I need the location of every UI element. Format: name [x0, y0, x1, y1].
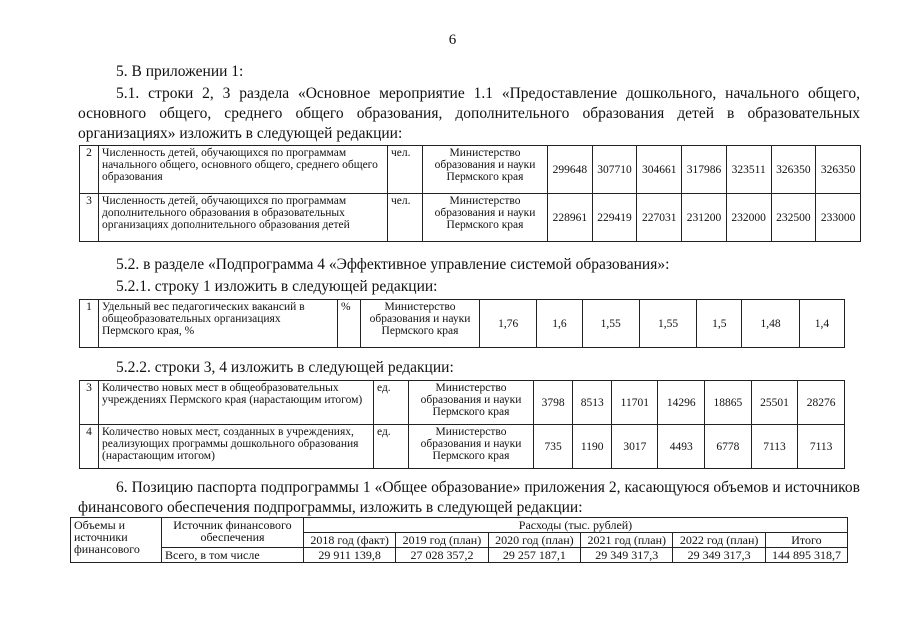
value-cell: 28276 [798, 381, 845, 425]
value-cell: 3798 [534, 381, 573, 425]
value-cell: 326350 [816, 146, 861, 194]
paragraph-5-1: 5.1. строки 2, 3 раздела «Основное мероприятие 1.1 «Предоставление дошкольного, начального общего, основного общего, среднего общего образования, дополнительного образования детей в образовательных организациях» изложить в следующей редакции: [78, 85, 860, 142]
value-cell: 7113 [798, 425, 845, 469]
indicator-name: Численность детей, обучающихся по программам начального общего, основного общего, среднего общего образования [99, 146, 388, 194]
value-cell: 1,5 [697, 300, 742, 348]
row-number: 2 [80, 146, 99, 194]
value-cell: 8513 [573, 381, 612, 425]
value-cell: 1,4 [799, 300, 844, 348]
table-row [80, 300, 845, 348]
responsible-org: Министерство образования и науки Пермского края [409, 381, 534, 425]
value-cell: 1,55 [582, 300, 639, 348]
value-cell: 1,55 [639, 300, 696, 348]
value-cell: 229419 [592, 194, 637, 242]
value-cell: 14296 [658, 381, 705, 425]
year-header: Итого [765, 533, 847, 548]
paragraph-5-2-1: 5.2.1. строку 1 изложить в следующей редакции: [116, 278, 438, 295]
value-cell: 29 911 139,8 [304, 548, 396, 563]
value-cell: 25501 [751, 381, 798, 425]
value-cell: 231200 [682, 194, 727, 242]
table-indicators-2 [79, 299, 845, 348]
row-number: 3 [80, 381, 99, 425]
value-cell: 299648 [548, 146, 593, 194]
indicator-name: Количество новых мест в общеобразовательных учреждениях Пермского края (нарастающим итогом) [99, 381, 374, 425]
year-header: 2021 год (план) [581, 533, 673, 548]
unit: ед. [374, 425, 409, 469]
paragraph-5-2-2: 5.2.2. строки 3, 4 изложить в следующей редакции: [116, 359, 454, 376]
value-cell: 1,76 [480, 300, 537, 348]
value-cell: 29 349 317,3 [581, 548, 673, 563]
unit: чел. [388, 146, 423, 194]
paragraph-5: 5. В приложении 1: [116, 63, 244, 80]
value-cell: 227031 [637, 194, 682, 242]
indicator-name: Численность детей, обучающихся по программам дополнительного образования в образовательных организациях дополнительного образования детей [99, 194, 388, 242]
table-row [80, 425, 845, 469]
row-number: 1 [80, 300, 99, 348]
value-cell: 228961 [548, 194, 593, 242]
responsible-org: Министерство образования и науки Пермского края [423, 194, 548, 242]
value-cell: 29 257 187,1 [488, 548, 580, 563]
value-cell: 735 [534, 425, 573, 469]
value-cell: 232000 [726, 194, 771, 242]
paragraph-6: 6. Позицию паспорта подпрограммы 1 «Общее образование» приложения 2, касающуюся объемов и источников финансового обеспечения подпрограммы, изложить в следующей редакции: [78, 479, 860, 516]
table-row [80, 381, 845, 425]
year-header: 2022 год (план) [673, 533, 765, 548]
unit: чел. [388, 194, 423, 242]
unit: ед. [374, 381, 409, 425]
page-number: 6 [448, 32, 457, 48]
year-header: 2019 год (план) [396, 533, 488, 548]
responsible-org: Министерство образования и науки Пермского края [361, 300, 480, 348]
value-cell: 18865 [705, 381, 752, 425]
responsible-org: Министерство образования и науки Пермского края [423, 146, 548, 194]
value-cell: 317986 [682, 146, 727, 194]
row-number: 4 [80, 425, 99, 469]
value-cell: 11701 [612, 381, 658, 425]
indicator-name: Количество новых мест, созданных в учреждениях, реализующих программы дошкольного образования (нарастающим итогом) [99, 425, 374, 469]
value-cell: 4493 [658, 425, 705, 469]
value-cell: 7113 [751, 425, 798, 469]
value-cell: 233000 [816, 194, 861, 242]
table-row [71, 548, 848, 563]
value-cell: 326350 [771, 146, 816, 194]
value-cell: 323511 [726, 146, 771, 194]
col-volumes: Объемы и источники финансового [71, 518, 162, 563]
table-row [80, 194, 861, 242]
value-cell: 232500 [771, 194, 816, 242]
value-cell: 27 028 357,2 [396, 548, 488, 563]
year-header: 2020 год (план) [488, 533, 580, 548]
row-number: 3 [80, 194, 99, 242]
value-cell: 144 895 318,7 [765, 548, 847, 563]
row-label: Всего, в том числе [162, 548, 304, 563]
value-cell: 304661 [637, 146, 682, 194]
responsible-org: Министерство образования и науки Пермского края [409, 425, 534, 469]
value-cell: 6778 [705, 425, 752, 469]
value-cell: 307710 [592, 146, 637, 194]
table-indicators-3 [79, 380, 845, 469]
value-cell: 1,6 [537, 300, 582, 348]
value-cell: 3017 [612, 425, 658, 469]
col-source: Источник финансового обеспечения [162, 518, 304, 548]
value-cell: 1,48 [742, 300, 799, 348]
table-row [80, 146, 861, 194]
table-financing [70, 517, 848, 563]
indicator-name: Удельный вес педагогических вакансий в общеобразовательных организациях Пермского края, % [99, 300, 338, 348]
table-indicators-1 [79, 145, 861, 242]
unit: % [338, 300, 361, 348]
year-header: 2018 год (факт) [304, 533, 396, 548]
paragraph-5-2: 5.2. в разделе «Подпрограмма 4 «Эффективное управление системой образования»: [116, 256, 670, 273]
expenses-header: Расходы (тыс. рублей) [304, 518, 848, 533]
value-cell: 1190 [573, 425, 612, 469]
value-cell: 29 349 317,3 [673, 548, 765, 563]
